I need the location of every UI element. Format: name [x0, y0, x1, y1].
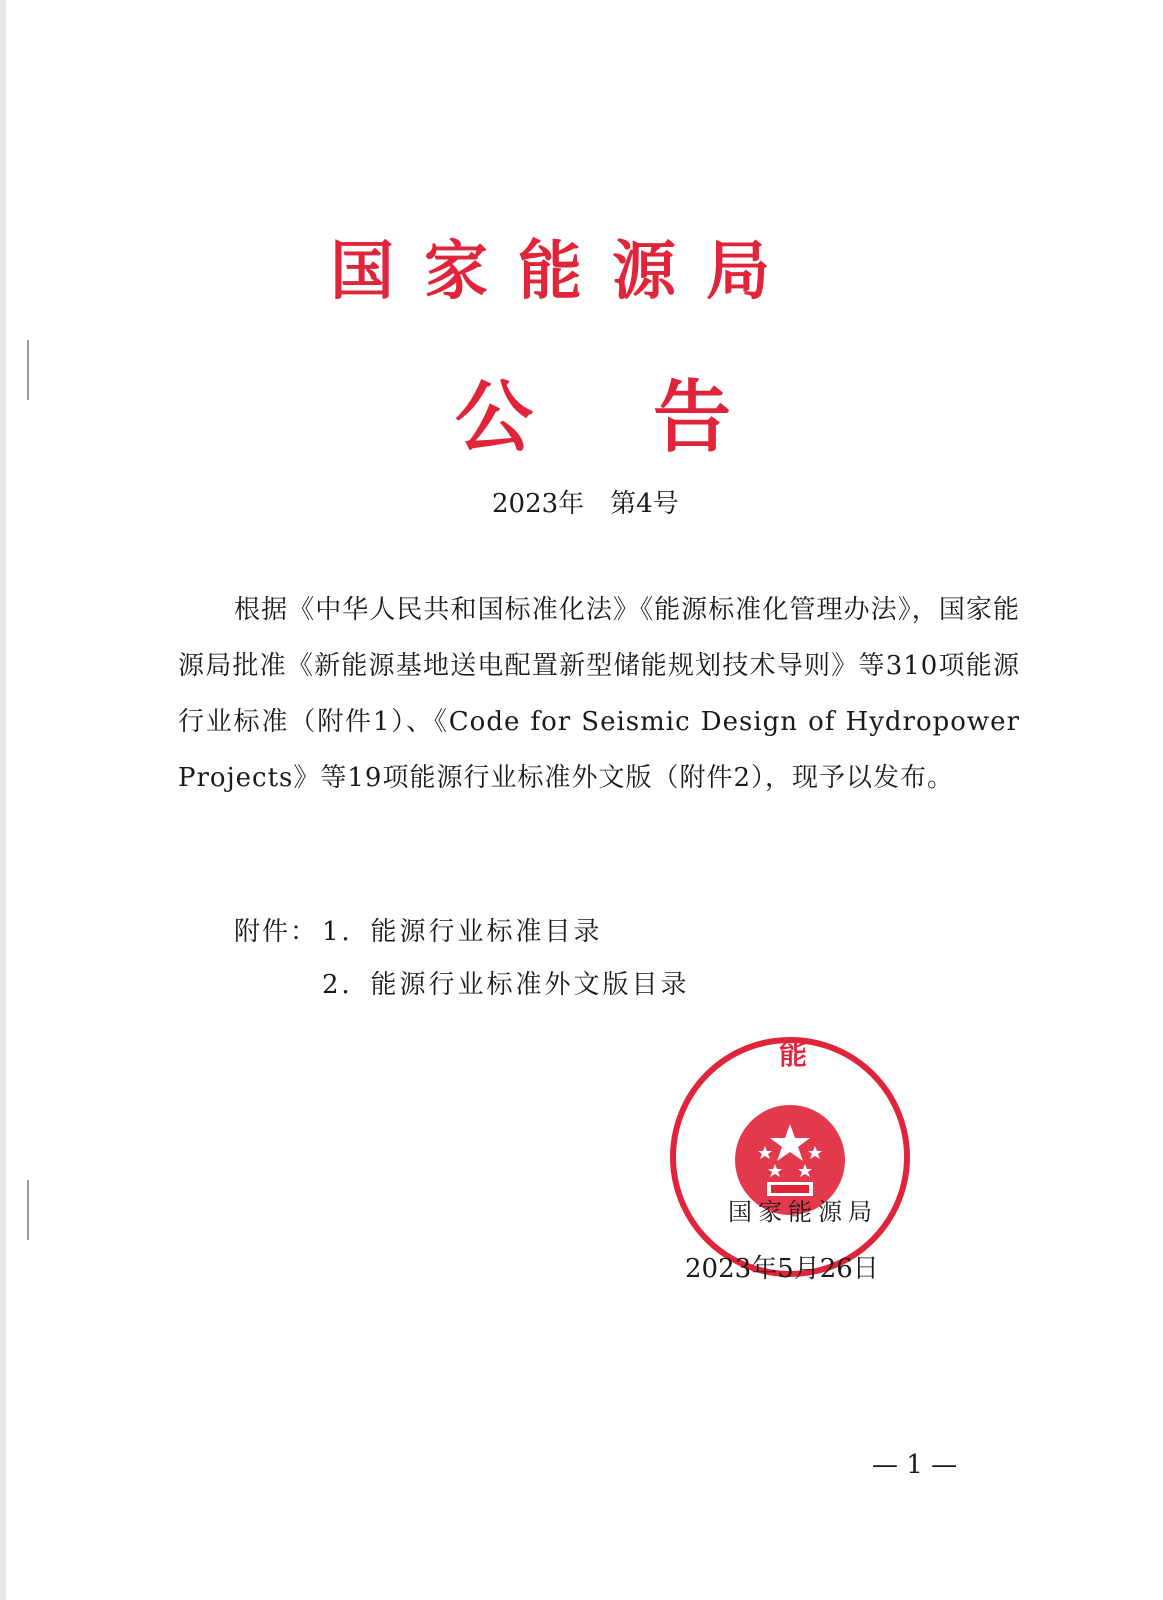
attachments-label: 附件：: [234, 917, 319, 947]
seal-char: 能: [779, 1038, 808, 1071]
document-type-title: 公告: [455, 372, 852, 463]
signing-authority: 国家能源局: [728, 1198, 878, 1226]
official-seal: [667, 1034, 913, 1280]
scan-edge: [0, 0, 6, 1600]
attachment-item: 1．能源行业标准目录: [322, 917, 603, 947]
announcement-body: 根据《中华人民共和国标准化法》《能源标准化管理办法》，国家能源局批准《新能源基地送电配置新型储能规划技术导则》等310项能源行业标准（附件1）、《Code for Seismic Design of Hydropower Projects》等19项能源行业标准外文版（附件2），现予以发布。: [178, 595, 1020, 793]
scan-mark: [27, 340, 29, 400]
issuing-authority-header: 国家能源局: [330, 234, 800, 309]
document-number: 2023年 第4号: [492, 489, 679, 519]
attachment-item: 2．能源行业标准外文版目录: [322, 970, 690, 1000]
page-number: — 1 —: [872, 1450, 958, 1480]
signing-date: 2023年5月26日: [685, 1254, 879, 1284]
scan-mark: [27, 1180, 29, 1240]
